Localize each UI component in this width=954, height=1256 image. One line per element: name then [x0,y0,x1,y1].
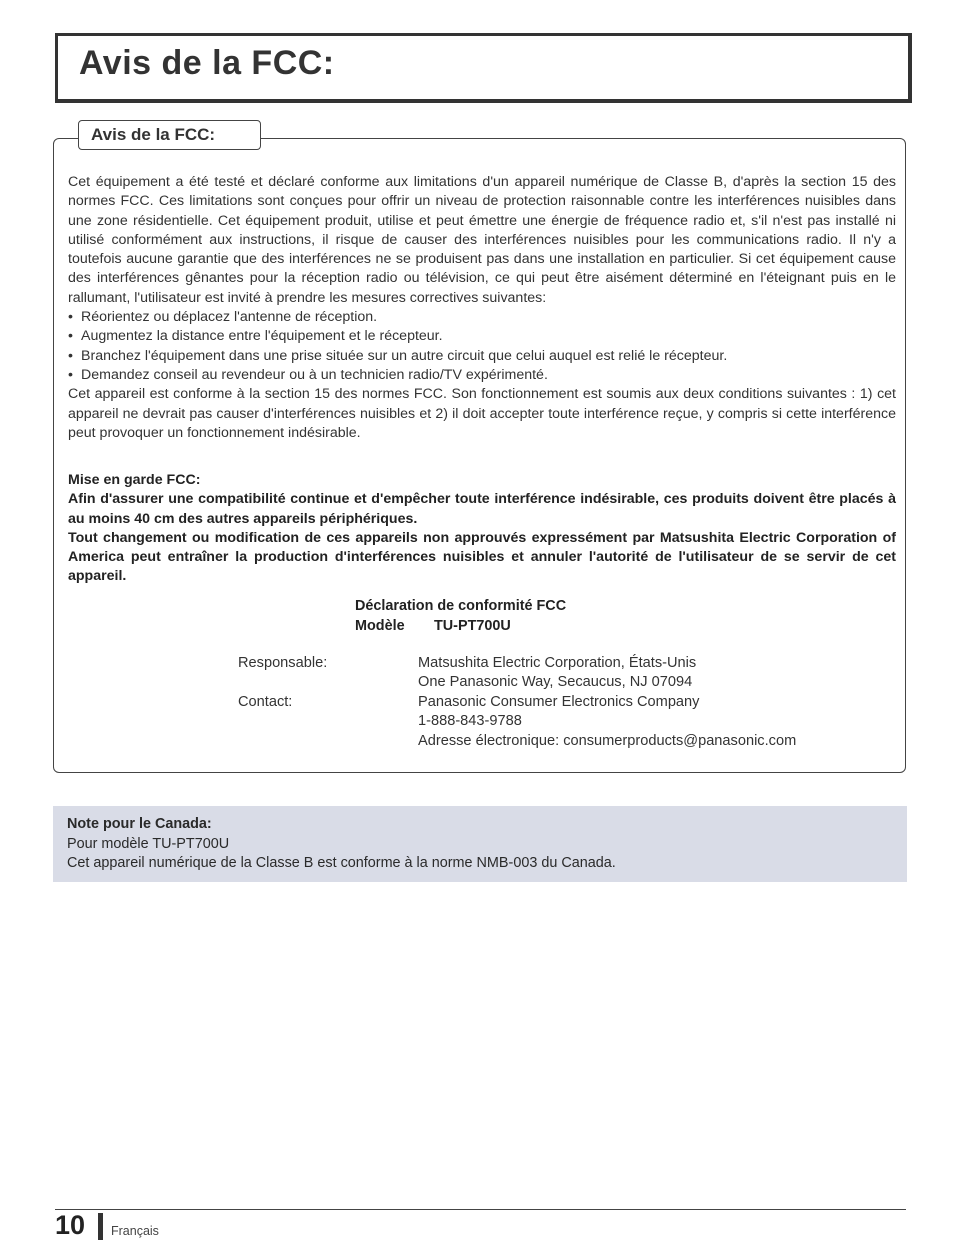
address-line: Panasonic Consumer Electronics Company [418,693,700,710]
contact-labels [238,654,327,712]
phone-number: 1-888-843-9788 [418,713,522,730]
declaration-of-conformity [355,596,566,636]
canada-note-line-2: Cet appareil numérique de la Classe B est conforme à la norme NMB-003 du Canada. [67,855,616,871]
contact-label: Contact: [238,693,293,710]
declaration-title: Déclaration de conformité FCC [355,598,567,614]
list-item: • Augmentez la distance entre l'équipement et le récepteur. [68,327,896,346]
list-item: • Branchez l'équipement dans une prise située sur un autre circuit que celui auquel est relié le récepteur. [68,347,896,366]
canada-note-content [67,815,616,874]
fcc-paragraph-1: Cet équipement a été testé et déclaré conforme aux limitations d'un appareil numérique de Classe B, d'après la section 15 des normes FCC. Ces limitations sont conçues pour offrir un niveau de protection raisonnable contre les interférences nuisibles dans une zone résidentielle. Cet équipement produit, utilise et peut émettre une énergie de fréquence radio et, s'il n'est pas installé ni utilisé conformément aux instructions, il risque de causer des interférences nuisibles pour les communications radio. Il n'y a toutefois aucune garantie que des interférences ne se produisent pas dans une installation en particulier. Si cet équipement cause des interférences gênantes pour la réception radio ou télévision, ce qui peut être aisément déterminé en l'éteignant puis en le rallumant, l'utilisateur est invité à prendre les mesures correctives suivantes: [68,174,896,306]
email-address: Adresse électronique: consumerproducts@panasonic.com [418,732,797,749]
address-line: Matsushita Electric Corporation, États-Unis [418,655,697,671]
page-number-bar [98,1213,103,1240]
list-item: • Demandez conseil au revendeur ou à un technicien radio/TV expérimenté. [68,366,896,385]
page-title: Avis de la FCC: [79,44,335,82]
footer-divider [55,1209,906,1210]
fcc-warning [68,471,896,587]
canada-note-line-1: Pour modèle TU-PT700U [67,835,230,852]
canada-note-box [53,806,907,882]
fcc-section-tab-label: Avis de la FCC: [91,125,216,144]
model-value: TU-PT700U [434,618,511,634]
page-number: 10 [55,1210,86,1240]
fcc-notice-body [68,173,896,443]
fcc-section-tab [78,120,261,150]
warning-text-2: Tout changement ou modification de ces appareils non approuvés expressément par Matsushita Electric Corporation of America peut entraîner la production d'interférences nuisibles et annuler l'autorité de l'utilisateur de se servir de cet appareil. [68,529,896,585]
warning-text-1: Afin d'assurer une compatibilité continue et d'empêcher toute interférence indésirable, ces produits doivent être placés à au moins 40 cm des autres appareils périphériques. [68,491,896,527]
model-label: Modèle [355,618,405,634]
model-row [355,616,566,636]
label-spacer [238,673,327,692]
responsible-label: Responsable: [238,655,328,671]
corrective-measures-list [68,308,896,385]
canada-note-heading: Note pour le Canada: [67,816,212,832]
list-item: • Réorientez ou déplacez l'antenne de réception. [68,308,896,327]
warning-heading: Mise en garde FCC: [68,472,201,488]
fcc-paragraph-2: Cet appareil est conforme à la section 15 des normes FCC. Son fonctionnement est soumis aux deux conditions suivantes : 1) cet appareil ne devrait pas causer d'interférences nuisibles et 2) il doit accepter toute interférence reçue, y compris si cette interférence peut provoquer un fonctionnement indésirable. [68,386,896,441]
language-label: Français [111,1224,159,1238]
address-line: One Panasonic Way, Secaucus, NJ 07094 [418,674,693,691]
page-title-box [55,33,912,103]
contact-values [418,654,796,751]
